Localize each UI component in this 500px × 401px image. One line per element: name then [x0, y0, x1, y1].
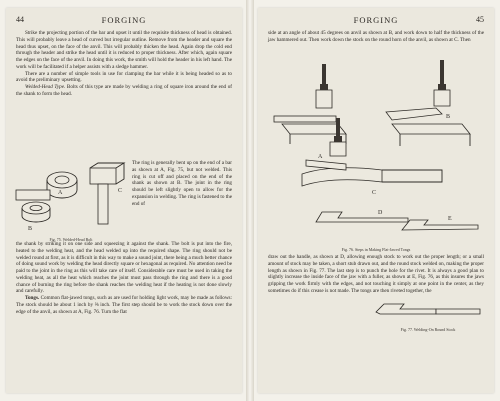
- paragraph: The ring is generally bent up on the end of a bar as shown at A, Fig. 75, but not welded. This ring is cut off and placed on the end of the shank as shown at B. The joint in the ring should be left slightly open to allow for the expansion in welding. The ring is fastened to the end of: [132, 160, 232, 207]
- paragraph: [16, 84, 232, 98]
- left-text-top: [16, 30, 232, 98]
- page-number: 44: [16, 15, 24, 24]
- figure-77: [372, 296, 484, 332]
- paragraph: draw out the handle, as shown at D, allowing enough stock to work out the proper length; or a small amount of stock may be taken, a short stub drawn out, and the round stock welded on, making the proper length as shown in Fig. 77. The last step is to punch the hole for the rivet. It is always a good plan to slightly increase the inside face of the jaw with a fuller, as shown at E, Fig. 76, as this insures the jaws gripping the work firmly with the edges, and not touching it simply at one point in the center, as they sometimes do if this crease is not made. The tongs are then riveted together, the: [268, 254, 484, 294]
- fig-label-b: B: [446, 114, 451, 120]
- left-text-column: [132, 160, 232, 207]
- paragraph: There are a number of simple tools in use for clamping the bar while it is being headed so as to avoid the preliminary upsetting.: [16, 70, 232, 84]
- paragraph: the shank by striking it on one side and squeezing it against the shank. The bolt is put into the fire, heated to the welding heat, and the head welded up into the required shape. The ring should not be welded round at first, as it is difficult in this way to make a sound joint, there being a much better chance of doing sound work by welding the head directly square or hexagonal as required. No attention need be paid to the joint in the ring as this will take care of itself. Considerable care must be used in taking the welding heat, as all the heat which reaches the joint must pass through the ring and there is a good chance of burning the ring before the shank reaches the welding heat if the heating is not done slowly and carefully.: [16, 241, 232, 295]
- running-head-title: FORGING: [353, 15, 399, 25]
- right-text-full: [268, 254, 484, 295]
- right-running-head: [268, 15, 484, 27]
- paragraph-text: Bolts of this type are made by welding a ring of square iron around the end of the shank to form the head.: [16, 84, 232, 97]
- fig-label-e: E: [448, 216, 452, 222]
- welded-head-bolt-illustration: [14, 160, 128, 232]
- tongs-steps-illustration: [266, 54, 486, 242]
- left-running-head: [16, 15, 232, 27]
- fig-label-a: A: [318, 154, 323, 160]
- paragraph-heading: Tongs.: [25, 295, 40, 301]
- right-page: [258, 8, 494, 393]
- welding-round-stock-illustration: [372, 296, 484, 322]
- running-head-title: FORGING: [101, 15, 147, 25]
- right-text-top: [268, 30, 484, 44]
- paragraph-heading: Welded-Head Type.: [25, 84, 66, 90]
- page-number: 45: [476, 15, 484, 24]
- paragraph: [16, 295, 232, 315]
- paragraph: side at an angle of about 45 degrees on anvil as shown at B, and work down to half the thickness of the jaw hammered out. Then work down the stock on the round horn of the anvil, as shown at C. Then: [268, 30, 484, 43]
- fig-label-b: B: [28, 226, 33, 232]
- fig-label-c: C: [118, 188, 123, 194]
- paragraph-text: Common flat-jawed tongs, such as are used for holding light work, may be made as follows: The stock should be about 1 inch by ⅜ inch. The first step should be to work the stock down over the edge of the anvil, as shown at A, Fig. 76. Turn the flat: [16, 295, 232, 315]
- left-text-bottom: [16, 241, 232, 315]
- figure-caption: Fig. 76. Steps in Making Flat-Jawed Tongs: [341, 247, 411, 252]
- fig-label-d: D: [378, 210, 383, 216]
- fig-label-c: C: [372, 190, 377, 196]
- fig-label-a: A: [58, 190, 63, 196]
- figure-76: [266, 54, 486, 250]
- figure-75: [14, 160, 128, 240]
- book-gutter: [246, 0, 254, 401]
- paragraph: Strike the projecting portion of the bar and upset it until the requisite thickness of head is obtained. This will probably leave a head of curved but irregular outline. Remove from the header and square the head thus upset, on the face of the anvil. This will probably thicken the head. Again drop the cold end through the header and strike the head until it is reduced to proper thickness. After which, again square the edges on the face of the anvil. In doing this work, the smith will hold the header in his left hand. The work will be facilitated if a helper assists with a sledge hammer.: [16, 30, 232, 70]
- figure-caption: Fig. 75. Welded-Head Bolt: [49, 237, 93, 242]
- figure-caption: Fig. 77. Welding-On Round Stock: [400, 327, 456, 332]
- left-page: [6, 8, 242, 393]
